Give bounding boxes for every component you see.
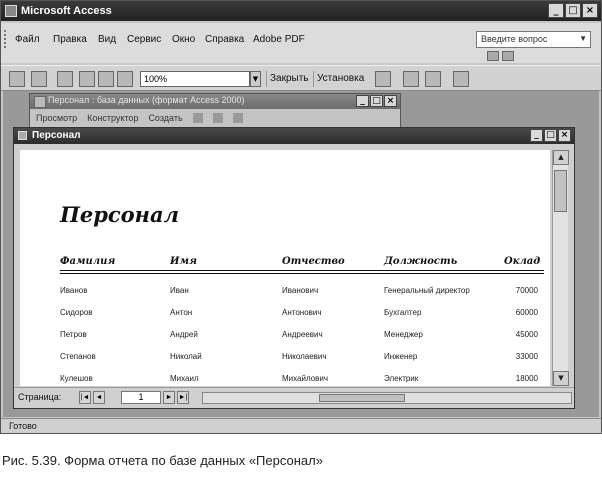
cell-salary: 45000 xyxy=(515,330,538,339)
report-window-title: Персонал xyxy=(32,130,81,141)
db-list-icon[interactable] xyxy=(213,113,223,123)
page-setup-button[interactable]: Установка xyxy=(313,71,367,87)
page-navigation-bar xyxy=(14,387,574,407)
menu-mini-toolbar xyxy=(487,51,514,61)
report-window-title-bar[interactable] xyxy=(14,128,574,144)
help-icon[interactable] xyxy=(453,71,469,87)
view-icon[interactable] xyxy=(9,71,25,87)
db-design-button[interactable]: Конструктор xyxy=(87,113,139,123)
database-window-icon[interactable] xyxy=(403,71,419,87)
office-links-icon[interactable] xyxy=(375,71,391,87)
cell-last-name: Сидоров xyxy=(60,308,93,317)
cell-patronymic: Николаевич xyxy=(282,352,327,361)
db-close-button[interactable]: × xyxy=(384,95,397,107)
close-preview-button[interactable]: Закрыть xyxy=(266,71,312,87)
report-title: Персонал xyxy=(60,202,179,227)
new-object-icon[interactable] xyxy=(425,71,441,87)
cell-salary: 60000 xyxy=(515,308,538,317)
report-icon xyxy=(18,131,27,140)
page-number-input[interactable]: 1 xyxy=(121,391,161,404)
header-rule xyxy=(60,270,544,271)
app-title: Microsoft Access xyxy=(21,5,112,17)
cell-salary: 18000 xyxy=(515,374,538,383)
menu-tools[interactable]: Сервис xyxy=(127,34,162,45)
print-preview-toolbar xyxy=(1,65,601,91)
horizontal-scrollbar[interactable] xyxy=(202,392,572,404)
zoom-dropdown-icon[interactable]: ▼ xyxy=(250,71,261,87)
cell-patronymic: Андреевич xyxy=(282,330,323,339)
cell-position: Бухгалтер xyxy=(384,308,422,317)
next-page-button[interactable]: ► xyxy=(163,391,175,404)
cell-salary: 70000 xyxy=(515,286,538,295)
column-header-salary: Оклад xyxy=(504,256,541,267)
menu-grip-handle[interactable] xyxy=(4,30,8,48)
two-pages-icon[interactable] xyxy=(98,71,114,87)
mdi-workspace xyxy=(3,91,599,417)
report-minimize-button[interactable]: _ xyxy=(530,129,543,142)
app-title-bar xyxy=(1,1,601,21)
app-maximize-button[interactable]: □ xyxy=(565,3,581,18)
report-close-button[interactable]: × xyxy=(558,129,571,142)
database-window-controls xyxy=(356,95,397,107)
print-icon[interactable] xyxy=(31,71,47,87)
cell-last-name: Кулешов xyxy=(60,374,93,383)
cell-first-name: Антон xyxy=(170,308,193,317)
app-close-button[interactable]: × xyxy=(582,3,598,18)
column-header-position: Должность xyxy=(384,256,458,267)
db-minimize-button[interactable]: _ xyxy=(356,95,369,107)
cell-last-name: Иванов xyxy=(60,286,88,295)
cell-patronymic: Антонович xyxy=(282,308,322,317)
scroll-up-arrow-icon[interactable]: ▲ xyxy=(553,150,569,165)
cell-patronymic: Михайлович xyxy=(282,374,329,383)
cell-salary: 33000 xyxy=(515,352,538,361)
menu-file[interactable]: Файл xyxy=(15,34,40,45)
column-header-first-name: Имя xyxy=(170,256,197,267)
database-window-toolbar xyxy=(30,109,400,127)
db-create-button[interactable]: Создать xyxy=(148,113,183,123)
menu-view[interactable]: Вид xyxy=(98,34,117,45)
vertical-scrollbar[interactable] xyxy=(552,150,568,386)
cell-first-name: Иван xyxy=(170,286,189,295)
mini-tool-icon[interactable] xyxy=(487,51,499,61)
report-window-controls xyxy=(530,129,571,142)
help-dropdown-icon[interactable]: ▼ xyxy=(579,34,587,43)
last-page-button[interactable]: ►| xyxy=(177,391,189,404)
menu-adobe-pdf[interactable]: Adobe PDF xyxy=(253,34,305,45)
cell-position: Менеджер xyxy=(384,330,423,339)
mini-tool-icon[interactable] xyxy=(502,51,514,61)
report-maximize-button[interactable]: □ xyxy=(544,129,557,142)
database-window-title[interactable]: Персонал : база данных (формат Access 2000) xyxy=(30,94,400,109)
cell-first-name: Михаил xyxy=(170,374,199,383)
db-delete-icon[interactable] xyxy=(193,113,203,123)
first-page-button[interactable]: |◄ xyxy=(79,391,91,404)
cell-first-name: Андрей xyxy=(170,330,198,339)
header-rule-double xyxy=(60,273,544,274)
vertical-scroll-thumb[interactable] xyxy=(554,170,567,212)
menu-window[interactable]: Окно xyxy=(172,34,196,45)
cell-position: Электрик xyxy=(384,374,419,383)
figure-caption: Рис. 5.39. Форма отчета по базе данных «Персонал» xyxy=(2,453,323,468)
help-question-input[interactable] xyxy=(476,31,591,48)
db-details-icon[interactable] xyxy=(233,113,243,123)
db-view-button[interactable]: Просмотр xyxy=(36,113,78,123)
page-label: Страница: xyxy=(18,392,62,402)
app-minimize-button[interactable]: _ xyxy=(548,3,564,18)
access-app-icon xyxy=(5,5,17,17)
cell-last-name: Степанов xyxy=(60,352,96,361)
app-window-controls xyxy=(548,3,598,18)
menu-edit[interactable]: Правка xyxy=(53,34,87,45)
prev-page-button[interactable]: ◄ xyxy=(93,391,105,404)
horizontal-scroll-thumb[interactable] xyxy=(319,394,405,402)
column-header-patronymic: Отчество xyxy=(282,256,345,267)
cell-position: Инженер xyxy=(384,352,418,361)
menu-help[interactable]: Справка xyxy=(205,34,245,45)
cell-patronymic: Иванович xyxy=(282,286,319,295)
help-placeholder: Введите вопрос xyxy=(481,34,548,44)
db-maximize-button[interactable]: □ xyxy=(370,95,383,107)
column-header-last-name: Фамилия xyxy=(60,256,116,267)
cell-first-name: Николай xyxy=(170,352,202,361)
one-page-icon[interactable] xyxy=(79,71,95,87)
zoom-select[interactable]: 100% xyxy=(140,71,250,87)
scroll-down-arrow-icon[interactable]: ▼ xyxy=(553,371,569,386)
menu-bar xyxy=(1,23,601,63)
cell-position: Генеральный директор xyxy=(384,286,470,295)
report-page xyxy=(20,150,550,386)
status-bar: Готово xyxy=(1,418,601,434)
multiple-pages-icon[interactable] xyxy=(117,71,133,87)
report-window[interactable] xyxy=(13,127,575,409)
zoom-icon[interactable] xyxy=(57,71,73,87)
cell-last-name: Петров xyxy=(60,330,87,339)
